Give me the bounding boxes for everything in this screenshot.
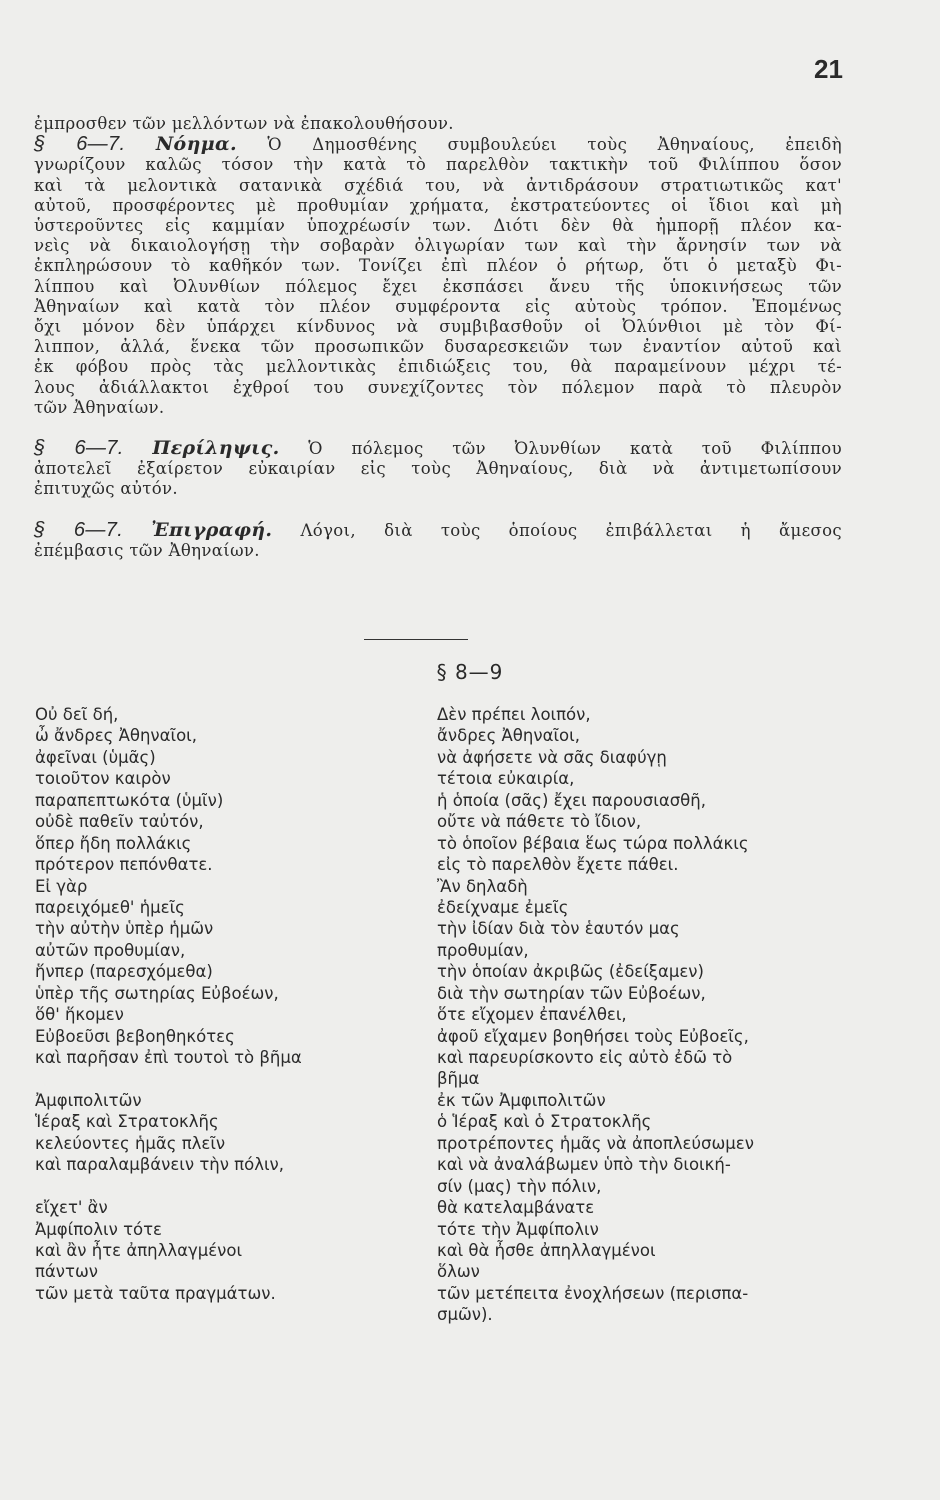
verse-line: τὸ ὁποῖον βέβαια ἕως τώρα πολλάκις [437, 833, 749, 853]
verse-line: εἴχετ' ἂν [35, 1198, 108, 1218]
text-line: αὐτοῦ, προσφέροντες μὲ προθυμίαν χρήματα, ἐκστρατεύοντες οἱ ἴδιοι καὶ μὴ [34, 195, 842, 215]
section-heading: § 8—9 [436, 660, 504, 684]
verse-line: Εἰ γὰρ [35, 876, 88, 896]
verse-line: ἄνδρες Ἀθηναῖοι, [437, 726, 580, 746]
verse-line: τοιοῦτον καιρὸν [35, 769, 171, 789]
verse-line: σμῶν). [437, 1305, 493, 1325]
verse-line: κελεύοντες ἡμᾶς πλεῖν [35, 1133, 226, 1153]
section-marker: § 6—7. [34, 518, 124, 541]
verse-line: θὰ κατελαμβάνατε [437, 1198, 595, 1218]
verse-line: καὶ παραλαμβάνειν τὴν πόλιν, [35, 1155, 285, 1175]
verse-line: τῶν μετέπειτα ἐνοχλήσεων (περισπα- [437, 1283, 749, 1303]
verse-line: ὑπὲρ τῆς σωτηρίας Εὐβοέων, [35, 983, 279, 1003]
headword-epigraphe: Ἐπιγραφή. [151, 518, 273, 541]
verse-line: καὶ νὰ ἀναλάβωμεν ὑπὸ τὴν διοική- [437, 1155, 731, 1175]
page-number: 21 [814, 54, 843, 84]
verse-line: ὅθ' ἥκομεν [35, 1005, 124, 1025]
section-marker: § 6—7. [34, 133, 126, 156]
verse-line: ὁ Ἱέραξ καὶ ὁ Στρατοκλῆς [437, 1112, 652, 1132]
text-line: Ἀθηναίων καὶ κατὰ τὸν πλέον συμφέροντα εἰς αὐτοὺς τρόπον. Ἐπομένως [34, 296, 842, 316]
verse-line: ὅπερ ἤδη πολλάκις [35, 833, 192, 853]
text-line: γνωρίζουν καλῶς τόσον τὴν κατὰ τὸ παρελθὸν τακτικὴν τοῦ Φιλίππου ὅσον [34, 155, 842, 175]
text-fragment: Ὁ Δημοσθένης συμβουλεύει τοὺς Ἀθηναίους, ἐπειδὴ [267, 135, 842, 155]
verse-line: βῆμα [437, 1069, 480, 1089]
paragraph-continuation [34, 114, 842, 134]
verse-line: τέτοια εὐκαιρία, [437, 769, 575, 789]
verse-line: τὴν ὁποίαν ἀκριβῶς (ἐδείξαμεν) [437, 962, 704, 982]
verse-line: ὦ ἄνδρες Ἀθηναῖοι, [35, 726, 198, 746]
text-line: ὄχι μόνον δὲν ὑπάρχει κίνδυνος νὰ συμβιβασθοῦν οἱ Ὀλύνθιοι μὲ τὸν Φί- [34, 317, 842, 337]
section-marker: § 6—7. [34, 437, 124, 460]
text-line: τῶν Ἀθηναίων. [34, 397, 165, 417]
verse-line: διὰ τὴν σωτηρίαν τῶν Εὐβοέων, [437, 983, 706, 1003]
paragraph-noema [34, 134, 842, 418]
text-line: ὑστεροῦντες εἰς καμμίαν ὑποχρέωσίν των. Διότι δὲν θὰ ἠμπορῇ πλέον κα- [34, 216, 842, 236]
text-line: καὶ τὰ μελοντικὰ σατανικὰ σχέδιά του, νὰ ἀντιδράσουν στρατιωτικῶς κατ' [34, 175, 842, 195]
verse-line: καὶ ἂν ἦτε ἀπηλλαγμένοι [35, 1240, 243, 1260]
verse-line: καὶ παρῆσαν ἐπὶ τουτοὶ τὸ βῆμα [35, 1048, 302, 1067]
text-fragment: Ὁ πόλεμος τῶν Ὀλυνθίων κατὰ τοῦ Φιλίππου [308, 439, 842, 459]
verse-line: πρότερον πεπόνθατε. [35, 855, 213, 875]
verse-line: οὐδὲ παθεῖν ταὐτόν, [35, 812, 204, 832]
verse-line: εἰς τὸ παρελθὸν ἔχετε πάθει. [437, 855, 679, 875]
ancient-greek-column [35, 704, 415, 1304]
paragraph-perilipsis [34, 438, 842, 500]
text-line: λίππου καὶ Ὀλυνθίων πόλεμος ἔχει ἐκσπάσει ἄνευ τῆς ὑποκινήσεως τῶν [34, 276, 842, 296]
text-fragment: Λόγοι, διὰ τοὺς ὁποίους ἐπιβάλλεται ἡ ἄμεσος [300, 520, 842, 540]
verse-line: τὴν αὐτὴν ὑπὲρ ἡμῶν [35, 919, 214, 939]
text-line: ἐμπροσθεν τῶν μελλόντων νὰ ἐπακολουθήσουν. [34, 114, 454, 133]
verse-line: Ἱέραξ καὶ Στρατοκλῆς [35, 1112, 219, 1132]
verse-line: οὔτε νὰ πάθετε τὸ ἴδιον, [437, 812, 642, 832]
verse-line: Οὐ δεῖ δή, [35, 705, 119, 724]
verse-line: ἀφεῖναι (ὑμᾶς) [35, 747, 156, 767]
verse-line: ἡ ὁποία (σᾶς) ἔχει παρουσιασθῆ, [437, 790, 706, 810]
verse-line: Δὲν πρέπει λοιπόν, [437, 705, 591, 724]
text-line [34, 438, 842, 459]
verse-line: καὶ θὰ ἦσθε ἀπηλλαγμένοι [437, 1240, 656, 1260]
translation-column [437, 704, 857, 1326]
verse-line: προτρέποντες ἡμᾶς νὰ ἀποπλεύσωμεν [437, 1133, 754, 1153]
verse-line: ἀφοῦ εἴχαμεν βοηθήσει τοὺς Εὐβοεῖς, [437, 1026, 749, 1046]
verse-line: ἐκ τῶν Ἀμφιπολιτῶν [437, 1090, 606, 1110]
text-line: νεὶς νὰ δικαιολογήσῃ τὴν σοβαρὰν ὀλιγωρίαν των καὶ τὴν ἄρνησίν των νὰ [34, 236, 842, 256]
verse-line: παραπεπτωκότα (ὑμῖν) [35, 790, 224, 810]
verse-line: Εὐβοεῦσι βεβοηθηκότες [35, 1026, 235, 1046]
verse-line: νὰ ἀφήσετε νὰ σᾶς διαφύγῃ [437, 747, 667, 767]
verse-line: τὴν ἰδίαν διὰ τὸν ἑαυτόν μας [437, 919, 680, 939]
paragraph-epigraphe [34, 520, 842, 561]
headword-noema: Νόημα. [155, 133, 237, 156]
verse-line: σίν (μας) τὴν πόλιν, [437, 1176, 602, 1196]
line-gap [35, 1176, 415, 1197]
verse-line: Ἂν δηλαδὴ [437, 876, 528, 896]
text-line: λιππον, ἀλλά, ἕνεκα τῶν προσωπικῶν δυσαρεσκειῶν των ἐναντίον αὐτοῦ καὶ [34, 337, 842, 357]
text-line: ἐπέμβασις τῶν Ἀθηναίων. [34, 540, 260, 560]
verse-line: πάντων [35, 1262, 98, 1282]
verse-line: παρειχόμεθ' ἡμεῖς [35, 897, 185, 917]
verse-line: ἥνπερ (παρεσχόμεθα) [35, 962, 213, 982]
verse-line: Ἀμφίπολιν τότε [35, 1219, 162, 1239]
verse-line: ἐδείχναμε ἐμεῖς [437, 897, 569, 917]
verse-line: ὅτε εἴχομεν ἐπανέλθει, [437, 1005, 627, 1025]
headword-perilipsis: Περίληψις. [152, 437, 280, 460]
text-line: λους ἀδιάλλακτοι ἐχθροί του συνεχίζοντες τὸν πόλεμον παρὰ τὸ πλευρὸν [34, 377, 842, 397]
text-line: ἐπιτυχῶς αὐτόν. [34, 479, 179, 499]
text-line [34, 520, 842, 541]
text-line: ἀποτελεῖ ἐξαίρετον εὐκαιρίαν εἰς τοὺς Ἀθηναίους, διὰ νὰ ἀντιμετωπίσουν [34, 459, 842, 479]
verse-line: αὐτῶν προθυμίαν, [35, 940, 186, 960]
verse-line: καὶ παρευρίσκοντο εἰς αὐτὸ ἐδῶ τὸ [437, 1048, 733, 1067]
verse-line: τῶν μετὰ ταῦτα πραγμάτων. [35, 1283, 276, 1303]
verse-line: τότε τὴν Ἀμφίπολιν [437, 1219, 599, 1239]
verse-line: προθυμίαν, [437, 940, 529, 960]
text-line: ἐκπληρώσουν τὸ καθῆκόν των. Τονίζει ἐπὶ πλέον ὁ ρήτωρ, ὅτι ὁ μεταξὺ Φι- [34, 256, 842, 276]
horizontal-rule [364, 639, 468, 640]
text-line [34, 134, 842, 155]
commentary-prose [34, 114, 842, 561]
verse-line: Ἀμφιπολιτῶν [35, 1090, 142, 1110]
text-line: ἐκ φόβου πρὸς τὰς μελλοντικὰς ἐπιδιώξεις του, θὰ παραμείνουν μέχρι τέ- [34, 357, 842, 377]
verse-line: ὅλων [437, 1262, 480, 1282]
line-gap [35, 1068, 415, 1089]
